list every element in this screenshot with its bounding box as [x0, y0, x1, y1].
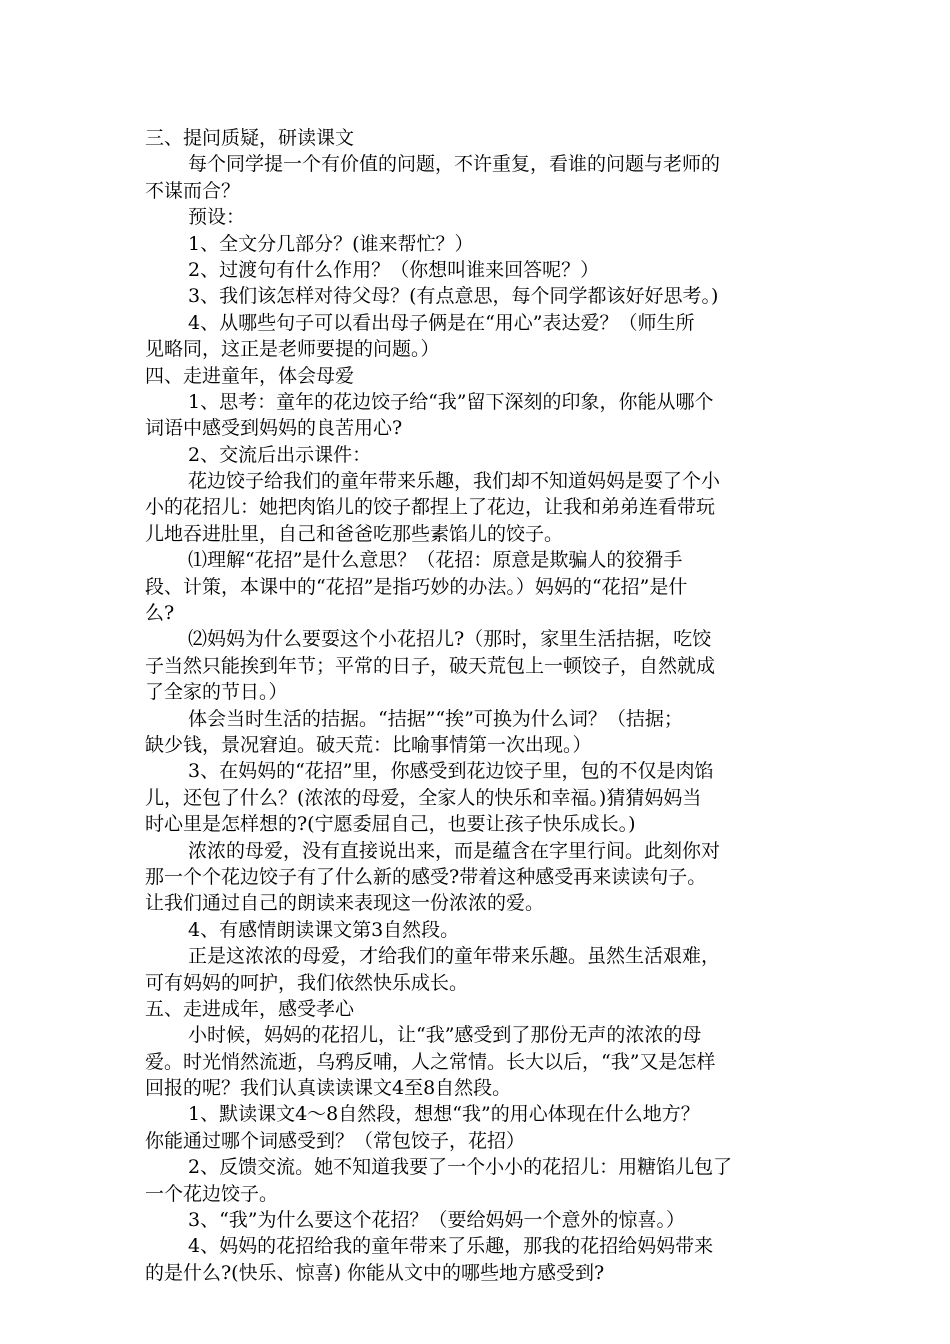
- text-line: 浓浓的母爱，没有直接说出来，而是蕴含在字里行间。此刻你对: [188, 839, 721, 862]
- text-line: 3、我们该怎样对待父母？(有点意思，每个同学都该好好思考。): [188, 285, 719, 308]
- text-line: 4、妈妈的花招给我的童年带来了乐趣，那我的花招给妈妈带来: [188, 1235, 714, 1258]
- text-line: 儿地吞进肚里，自己和爸爸吃那些素馅儿的饺子。: [145, 522, 564, 545]
- text-line: 你能通过哪个词感受到？（常包饺子，花招）: [145, 1129, 526, 1152]
- text-line: 段、计策，本课中的“花招”是指巧妙的办法。）妈妈的“花招”是什: [145, 575, 688, 598]
- text-line: 4、从哪些句子可以看出母子俩是在“用心”表达爱？（师生所: [188, 311, 695, 334]
- text-line: 时心里是怎样想的?(宁愿委屈自己，也要让孩子快乐成长。): [145, 813, 636, 836]
- text-line: 2、交流后出示课件：: [188, 443, 372, 466]
- text-line: 花边饺子给我们的童年带来乐趣，我们却不知道妈妈是耍了个小: [188, 470, 721, 493]
- text-line: 体会当时生活的拮据。“拮据”“挨”可换为什么词？（拮据；: [188, 707, 683, 730]
- text-line: 儿，还包了什么？(浓浓的母爱，全家人的快乐和幸福。)猜猜妈妈当: [145, 786, 702, 809]
- text-line: ⑴理解“花招”是什么意思？（花招：原意是欺骗人的狡猾手: [188, 549, 683, 572]
- text-line: 3、“我”为什么要这个花招？（要给妈妈一个意外的惊喜。）: [188, 1209, 686, 1232]
- text-line: 四、走进童年，体会母爱: [145, 364, 355, 387]
- text-line: 1、思考：童年的花边饺子给“我”留下深刻的印象，你能从哪个: [188, 390, 714, 413]
- text-line: 4、有感情朗读课文第3自然段。: [188, 918, 460, 941]
- text-line: 词语中感受到妈妈的良苦用心?: [145, 417, 403, 440]
- text-line: 了全家的节日。）: [145, 681, 288, 704]
- text-line: 爱。时光悄然流逝，乌鸦反哺，人之常情。长大以后，“我”又是怎样: [145, 1050, 716, 1073]
- text-line: 让我们通过自己的朗读来表现这一份浓浓的爱。: [145, 892, 545, 915]
- text-line: 正是这浓浓的母爱，才给我们的童年带来乐趣。虽然生活艰难，: [188, 945, 721, 968]
- text-line: 2、反馈交流。她不知道我要了一个小小的花招儿：用糖馅儿包了: [188, 1156, 733, 1179]
- text-line: 预设：: [188, 206, 246, 229]
- text-line: 那一个个花边饺子有了什么新的感受?带着这种感受再来读读句子。: [145, 865, 707, 888]
- text-line: 小时候，妈妈的花招儿，让“我”感受到了那份无声的浓浓的母: [188, 1024, 702, 1047]
- text-line: 1、默读课文4～8自然段，想想“我”的用心体现在什么地方？: [188, 1103, 700, 1126]
- text-line: 回报的呢？我们认真读读课文4至8自然段。: [145, 1077, 512, 1100]
- text-line: ⑵妈妈为什么要耍这个小花招儿?（那时，家里生活拮据，吃饺: [188, 628, 712, 651]
- text-line: 三、提问质疑，研读课文: [145, 127, 355, 149]
- text-line: 缺少钱，景况窘迫。破天荒：比喻事情第一次出现。）: [145, 733, 592, 756]
- text-line: 的是什么?(快乐、惊喜) 你能从文中的哪些地方感受到?: [145, 1261, 605, 1284]
- text-line: 可有妈妈的呵护，我们依然快乐成长。: [145, 971, 469, 994]
- text-line: 1、全文分几部分？(谁来帮忙？）: [188, 232, 474, 255]
- text-line: 一个花边饺子。: [145, 1182, 279, 1205]
- text-line: 么?: [145, 602, 175, 625]
- text-line: 3、在妈妈的“花招”里，你感受到花边饺子里，包的不仅是肉馅: [188, 760, 714, 783]
- text-line: 见略同，这正是老师要提的问题。）: [145, 338, 440, 361]
- document-page: [145, 125, 810, 1286]
- text-line: 每个同学提一个有价值的问题，不许重复，看谁的问题与老师的: [188, 153, 721, 176]
- text-line: 2、过渡句有什么作用？（你想叫谁来回答呢？）: [188, 258, 600, 281]
- text-line: 不谋而合？: [145, 179, 241, 202]
- text-line: 小的花招儿：她把肉馅儿的饺子都捏上了花边，让我和弟弟连看带玩: [145, 496, 716, 519]
- text-line: 五、走进成年，感受孝心: [145, 997, 355, 1020]
- text-line: 子当然只能挨到年节；平常的日子，破天荒包上一顿饺子，自然就成: [145, 654, 716, 677]
